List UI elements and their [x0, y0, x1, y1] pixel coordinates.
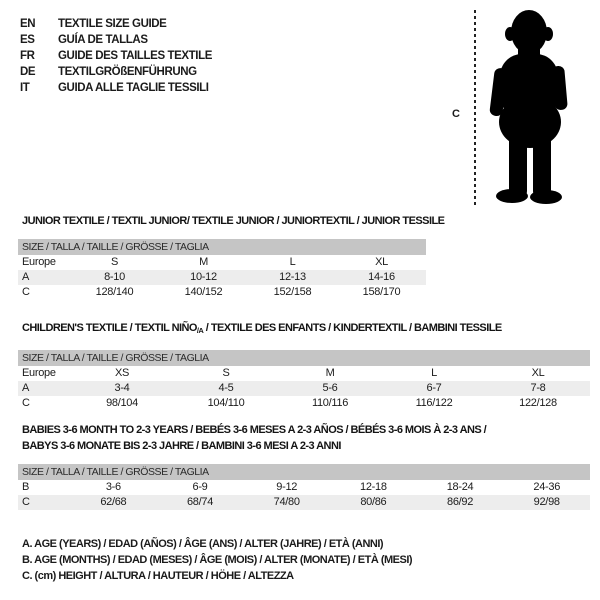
language-code: EN: [20, 18, 36, 30]
size-cell: M: [199, 256, 208, 268]
toddler-silhouette: [484, 8, 576, 206]
language-title-list: [20, 16, 212, 96]
age-cell: 12-13: [279, 271, 306, 283]
age-cell: 7-8: [530, 382, 546, 394]
age-cell: 9-12: [276, 481, 298, 493]
language-code: ES: [20, 34, 35, 46]
age-cell: 6-9: [192, 481, 208, 493]
size-header-bar: SIZE / TALLA / TAILLE / GRÖSSE / TAGLIA: [18, 350, 590, 366]
row-label: B: [22, 481, 30, 493]
babies-size-table: [18, 424, 590, 510]
table-row: [18, 396, 590, 411]
table-title: [22, 322, 502, 335]
legend-line-a: A. AGE (YEARS) / EDAD (AÑOS) / ÂGE (ANS) / ALTER (JAHRE) / ETÀ (ANNI): [22, 538, 384, 550]
size-header-bar: SIZE / TALLA / TAILLE / GRÖSSE / TAGLIA: [18, 464, 590, 480]
table-title: JUNIOR TEXTILE / TEXTIL JUNIOR/ TEXTILE JUNIOR / JUNIORTEXTIL / JUNIOR TESSILE: [22, 215, 445, 227]
guide-title: GUIDE DES TAILLES TEXTILE: [58, 50, 212, 62]
row-label: C: [22, 496, 30, 508]
size-cell: M: [325, 367, 335, 379]
table-title-line1: BABIES 3-6 MONTH TO 2-3 YEARS / BEBÉS 3-6 MESES A 2-3 AÑOS / BÉBÉS 3-6 MOIS À 2-3 ANS /: [22, 424, 487, 436]
row-label: C: [22, 286, 30, 298]
guide-title: GUÍA DE TALLAS: [58, 34, 148, 46]
language-code: DE: [20, 66, 36, 78]
height-cell: 92/98: [533, 496, 560, 508]
size-cell: XL: [375, 256, 388, 268]
row-label: C: [22, 397, 30, 409]
age-cell: 3-4: [114, 382, 130, 394]
size-header-bar: SIZE / TALLA / TAILLE / GRÖSSE / TAGLIA: [18, 239, 426, 255]
table-row: [18, 366, 590, 381]
size-cell: XL: [531, 367, 545, 379]
table-row: [18, 255, 426, 270]
size-cell: L: [431, 367, 437, 379]
age-cell: 5-6: [322, 382, 338, 394]
legend-line-b: B. AGE (MONTHS) / EDAD (MESES) / ÂGE (MOIS) / ALTER (MONATE) / ETÀ (MESI): [22, 554, 413, 566]
table-row: [18, 495, 590, 510]
table-title-subscript: /A: [196, 326, 204, 335]
age-cell: 10-12: [190, 271, 217, 283]
table-row: [18, 285, 426, 300]
childrens-size-table: [18, 322, 590, 412]
age-cell: 12-18: [360, 481, 387, 493]
age-cell: 14-16: [368, 271, 395, 283]
table-title-text: CHILDREN'S TEXTILE / TEXTIL NIÑO: [22, 322, 197, 334]
language-row-en: [20, 16, 212, 32]
guide-title: GUIDA ALLE TAGLIE TESSILI: [58, 82, 209, 94]
height-cell: 80/86: [360, 496, 387, 508]
language-row-de: [20, 64, 212, 80]
language-code: IT: [20, 82, 30, 94]
size-cell: S: [110, 256, 119, 268]
height-cell: 116/122: [415, 397, 453, 409]
age-cell: 3-6: [105, 481, 121, 493]
row-label: Europe: [22, 256, 56, 268]
height-measure-dashed-line: [474, 10, 476, 205]
height-cell: 98/104: [106, 397, 138, 409]
junior-size-table: [18, 215, 445, 301]
table-row: [18, 270, 426, 285]
legend: [22, 536, 412, 584]
language-row-it: [20, 80, 212, 96]
table-row: [18, 381, 590, 396]
height-cell: 158/170: [362, 286, 401, 298]
table-title-text: / TEXTILE DES ENFANTS / KINDERTEXTIL / BAMBINI TESSILE: [203, 322, 502, 334]
size-cell: L: [289, 256, 296, 268]
row-label: A: [22, 271, 30, 283]
height-cell: 62/68: [100, 496, 127, 508]
guide-title: TEXTILGRÖßENFÜHRUNG: [58, 66, 197, 78]
legend-line-c: C. (cm) HEIGHT / ALTURA / HAUTEUR / HÖHE / ALTEZZA: [22, 570, 294, 582]
age-cell: 8-10: [104, 271, 125, 283]
height-cell: 110/116: [311, 397, 349, 409]
size-cell: XS: [114, 367, 130, 379]
height-cell: 140/152: [184, 286, 223, 298]
age-cell: 18-24: [446, 481, 474, 493]
height-measure-label: C: [452, 108, 460, 120]
table-title-line2: BABYS 3-6 MONATE BIS 2-3 JAHRE / BAMBINI 3-6 MESI A 2-3 ANNI: [22, 440, 341, 452]
table-row: [18, 480, 590, 495]
row-label: A: [22, 382, 30, 394]
guide-title: TEXTILE SIZE GUIDE: [58, 18, 167, 30]
language-row-es: [20, 32, 212, 48]
age-cell: 24-36: [533, 481, 561, 493]
age-cell: 4-5: [218, 382, 234, 394]
age-cell: 6-7: [426, 382, 442, 394]
height-cell: 122/128: [519, 397, 557, 409]
height-cell: 86/92: [447, 496, 474, 508]
language-row-fr: [20, 48, 212, 64]
height-cell: 68/74: [186, 496, 214, 508]
height-cell: 74/80: [273, 496, 300, 508]
height-cell: 152/158: [273, 286, 312, 298]
height-cell: 104/110: [207, 397, 245, 409]
height-cell: 128/140: [95, 286, 134, 298]
size-cell: S: [222, 367, 230, 379]
row-label: Europe: [22, 367, 56, 379]
language-code: FR: [20, 50, 35, 62]
